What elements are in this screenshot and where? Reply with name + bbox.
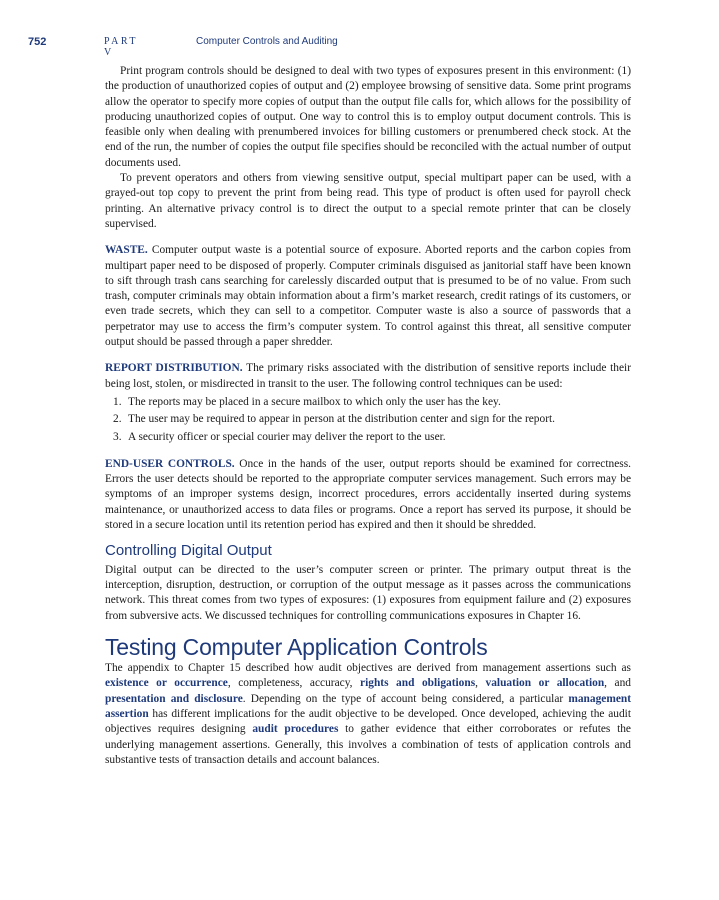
end-user-controls-paragraph bbox=[105, 457, 631, 533]
print-controls-paragraph-1: Print program controls should be designed to deal with two types of exposures present in this environment: (1) the production of unauthorized copies of output and (2) employee browsing of sensitive data. Some print programs allow the operator to specify more copies of output than the output file calls for, which allows for the possibility of producing unauthorized copies of output. One way to control this is to employ output document controls. This is feasible only when dealing with prenumbered invoices for billing customers or prenumbered check stock. At the end of the run, the number of copies the output file specifies should be reconciled with the actual number of output documents used. bbox=[105, 65, 631, 169]
testing-text: The appendix to Chapter 15 described how audit objectives are derived from management assertions such as bbox=[105, 662, 631, 675]
testing-text: to gather evidence that either corroborates or refutes the underlying management assertions. Generally, this involves a combination of tests of application controls and substantive tests of transaction details and account balances. bbox=[105, 723, 631, 766]
distribution-control-list bbox=[105, 395, 631, 445]
key-term[interactable]: presentation and disclosure bbox=[105, 692, 243, 705]
testing-text: . Depending on the type of account being considered, a particular bbox=[242, 692, 569, 705]
report-distribution-heading: REPORT DISTRIBUTION. bbox=[105, 362, 243, 375]
print-controls-paragraph-2: To prevent operators and others from viewing sensitive output, special multipart paper can be used, with a grayed-out top copy to prevent the print from being read. This type of product is often used for payroll check printing. An alternative privacy control is to direct the output to a special remote printer that can be closely supervised. bbox=[105, 172, 631, 230]
list-item-number: 2. bbox=[113, 413, 122, 426]
waste-text: Computer output waste is a potential source of exposure. Aborted reports and the carbon copies from multipart paper need to be disposed of properly. Computer criminals disguised as janitorial staff have been known to sift through trash cans searching for carelessly discarded output that is presumed to be of no value. From such trash, computer criminals may obtain information about a firm’s market research, credit ratings of its customers, or even trade secrets, which they can sell to a competitor. Computer waste is also a source of passwords that a perpetrator may use to access the firm’s computer system. To control against this threat, all sensitive computer output should be passed through a paper shredder. bbox=[105, 244, 631, 349]
digital-output-paragraph: Digital output can be directed to the user’s computer screen or printer. The primary output threat is the interception, disruption, destruction, or corruption of the output message as it passes across the communications network. This threat comes from two types of exposures: (1) exposures from equipment failure and (2) exposures from subversive acts. We discussed techniques for controlling communications exposures in Chapter 16. bbox=[105, 563, 631, 622]
digital-output-heading: Controlling Digital Output bbox=[105, 542, 272, 560]
list-item-number: 3. bbox=[113, 430, 122, 443]
waste-heading: WASTE. bbox=[105, 244, 148, 257]
list-item-text: The reports may be placed in a secure mailbox to which only the user has the key. bbox=[128, 395, 501, 408]
list-item-text: A security officer or special courier may deliver the report to the user. bbox=[128, 430, 446, 443]
part-label: PART V bbox=[104, 36, 138, 58]
list-item-number: 1. bbox=[113, 395, 122, 408]
page-number: 752 bbox=[28, 36, 47, 48]
key-term[interactable]: valuation or allocation bbox=[485, 677, 605, 690]
testing-paragraph bbox=[105, 661, 631, 768]
report-distribution-paragraph bbox=[105, 361, 631, 392]
chapter-title: Computer Controls and Auditing bbox=[196, 36, 338, 47]
list-item bbox=[105, 395, 631, 410]
section-heading: Testing Computer Application Controls bbox=[105, 633, 488, 660]
testing-text: , and bbox=[604, 677, 631, 690]
key-term[interactable]: audit procedures bbox=[252, 723, 339, 736]
report-distribution-text: The primary risks associated with the distribution of sensitive reports include their being lost, stolen, or misdirected in transit to the user. The following control techniques can be used: bbox=[105, 362, 631, 390]
testing-text: , bbox=[475, 677, 486, 690]
key-term[interactable]: rights and obligations bbox=[360, 677, 476, 690]
testing-text: , completeness, accuracy, bbox=[227, 677, 361, 690]
key-term[interactable]: management assertion bbox=[105, 692, 631, 720]
list-item bbox=[105, 430, 631, 445]
key-term[interactable]: existence or occurrence bbox=[105, 677, 228, 690]
end-user-controls-heading: END-USER CONTROLS. bbox=[105, 457, 235, 470]
page-body bbox=[105, 64, 631, 768]
end-user-controls-text: Once in the hands of the user, output reports should be examined for correctness. Errors the user detects should be reported to the appropriate computer services management. Such errors may be symptoms of an improper systems design, incorrect procedures, errors accidentally inserted during systems maintenance, or unauthorized access to data files or programs. Once a report has served its purpose, it should be stored in a secure location until its retention period has expired and then it should be shredded. bbox=[105, 457, 631, 532]
testing-text: has different implications for the audit objective to be developed. Once developed, achieving the audit objectives requires designing bbox=[105, 707, 631, 736]
list-item bbox=[105, 412, 631, 427]
list-item-text: The user may be required to appear in person at the distribution center and sign for the report. bbox=[128, 413, 556, 426]
waste-paragraph bbox=[105, 243, 631, 350]
